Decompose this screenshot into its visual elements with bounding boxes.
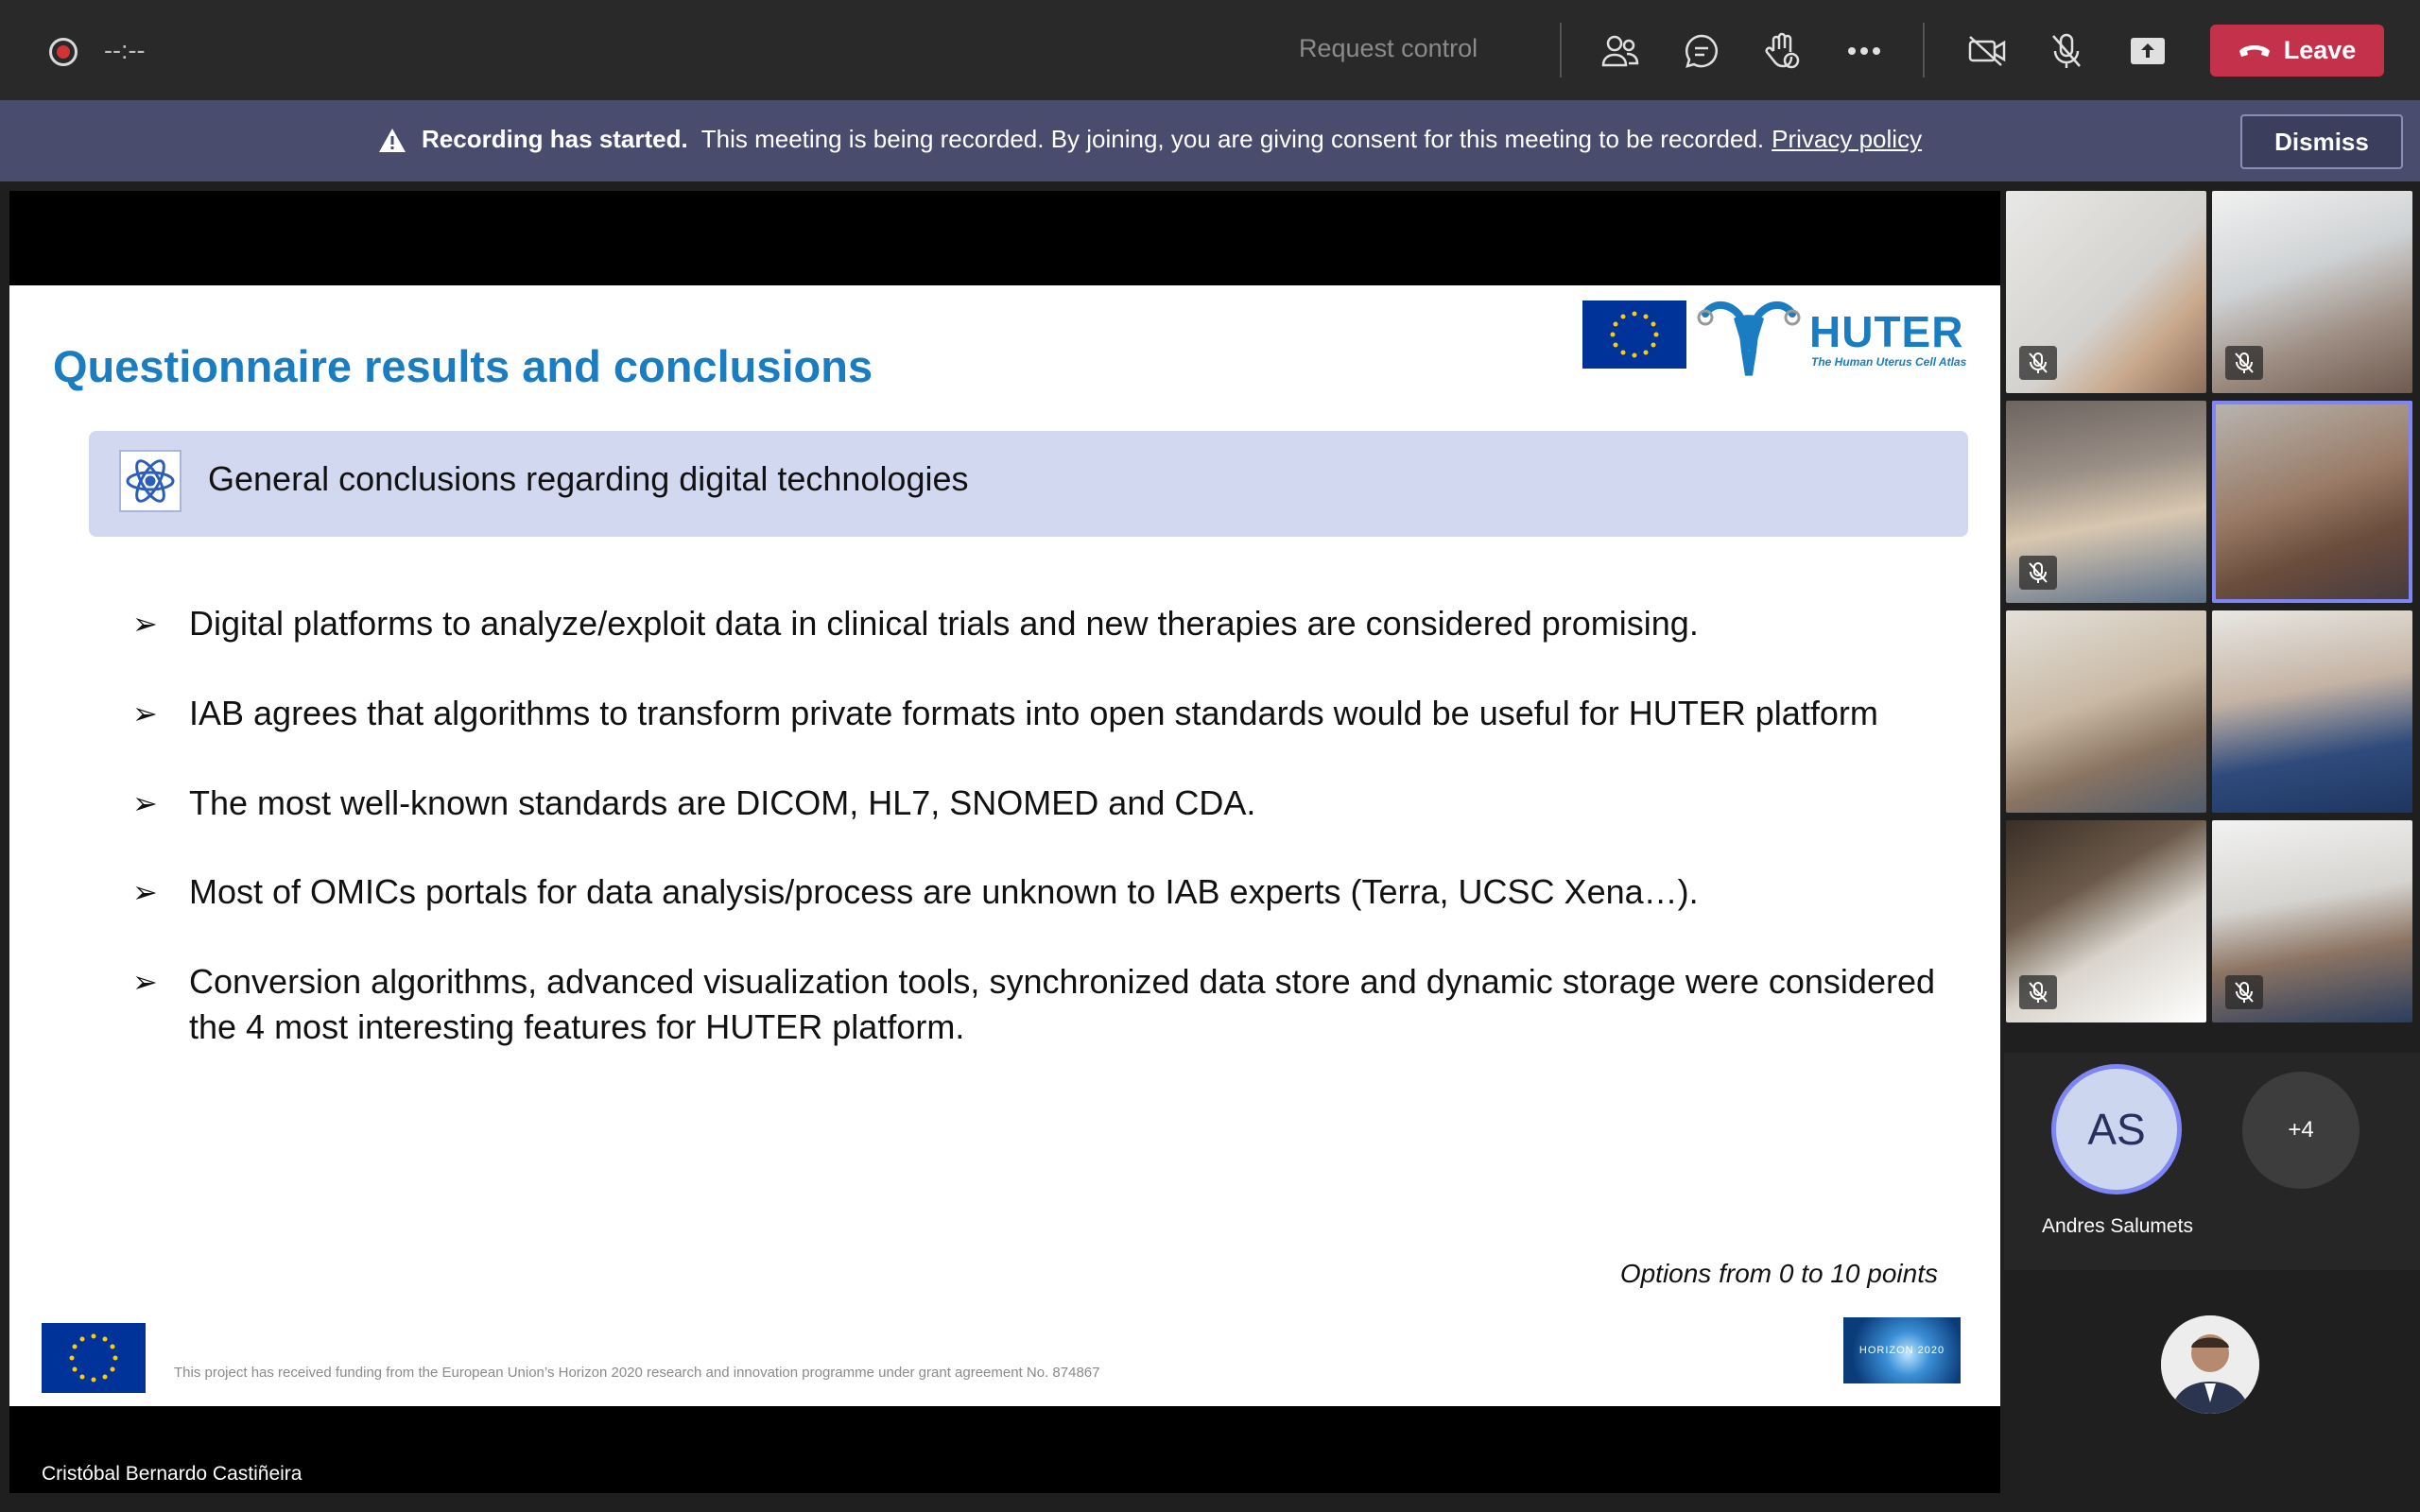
arrow-bullet-icon: ➢ [132,696,158,730]
huter-logo-subtitle: The Human Uterus Cell Atlas [1811,355,1967,369]
participant-video-tile[interactable] [2212,191,2412,393]
warning-icon [378,127,406,153]
toolbar-divider [1560,23,1562,77]
banner-title: Recording has started. [422,125,688,153]
active-speaker-video-tile[interactable] [2212,401,2412,603]
bullet-text: Conversion algorithms, advanced visualization tools, synchronized data store and dynamic storage were considered the 4 most interesting features for HUTER platform. [189,962,1936,1046]
participant-video-tile[interactable] [2212,820,2412,1022]
meeting-timer: --:-- [104,36,146,64]
bullet-text: Most of OMICs portals for data analysis/process are unknown to IAB experts (Terra, UCSC Xena…). [189,872,1699,911]
self-view [2004,1270,2420,1512]
shared-screen [9,191,2000,1493]
uterus-icon [1696,295,1802,380]
avatar[interactable] [2051,1064,2182,1194]
chat-icon[interactable] [1679,28,1724,74]
muted-icon [2019,556,2057,590]
participant-video-tile[interactable] [2006,401,2206,603]
request-control-button[interactable]: Request control [1299,34,1478,62]
section-header [89,431,1968,537]
recording-indicator-icon [49,38,78,66]
bullet-text: IAB agrees that algorithms to transform private formats into open standards would be useful for HUTER platform [189,694,1878,732]
avatar[interactable] [2161,1315,2259,1414]
privacy-policy-link[interactable]: Privacy policy [1772,125,1923,153]
arrow-bullet-icon: ➢ [132,786,158,820]
participant-video-tile[interactable] [2006,610,2206,813]
hang-up-icon [2238,43,2271,59]
horizon-2020-logo: HORIZON 2020 [1843,1317,1961,1383]
funding-notice: This project has received funding from the European Union’s Horizon 2020 research and innovation programme under grant agreement No. 874867 [174,1365,1100,1381]
more-icon[interactable] [1841,28,1887,74]
participant-video-tile[interactable] [2006,820,2206,1022]
participant-gallery [2004,181,2420,1512]
muted-icon [2019,975,2057,1009]
dismiss-button[interactable]: Dismiss [2240,114,2403,169]
eu-flag-logo [1582,301,1686,369]
huter-logo-text: HUTER [1809,307,1964,356]
more-participants-button[interactable]: +4 [2242,1072,2360,1189]
options-note: Options from 0 to 10 points [1619,1259,1938,1288]
slide-title: Questionnaire results and conclusions [53,341,873,391]
raise-hand-icon[interactable] [1760,28,1806,74]
shared-content-stage [0,181,2004,1512]
muted-icon [2019,346,2057,380]
bullet-text: Digital platforms to analyze/exploit data in clinical trials and new therapies are considered promising. [189,604,1699,643]
avatar-initials: AS [2087,1105,2146,1154]
participant-video-tile[interactable] [2212,610,2412,813]
participant-video-tile[interactable] [2006,191,2206,393]
people-icon[interactable] [1598,28,1643,74]
muted-icon [2225,975,2263,1009]
arrow-bullet-icon: ➢ [132,607,158,641]
leave-label: Leave [2283,36,2357,64]
section-title: General conclusions regarding digital technologies [208,459,969,498]
muted-icon [2225,346,2263,380]
huter-logo [1696,295,1970,380]
arrow-bullet-icon: ➢ [132,965,158,999]
meeting-toolbar [0,0,2420,100]
share-icon[interactable] [2125,28,2170,74]
participant-name: Andres Salumets [2042,1215,2193,1237]
mic-off-icon[interactable] [2044,28,2089,74]
bullet-text: The most well-known standards are DICOM, HL7, SNOMED and CDA. [189,783,1256,822]
camera-off-icon[interactable] [1964,28,2010,74]
presenter-name-label: Cristóbal Bernardo Castiñeira [42,1463,302,1485]
arrow-bullet-icon: ➢ [132,875,158,909]
banner-message: This meeting is being recorded. By joining, you are giving consent for this meeting to be recorded. [700,125,1765,153]
toolbar-divider [1923,23,1925,77]
leave-button[interactable] [2210,25,2384,77]
atom-icon [119,450,182,512]
participant-roster [2004,1053,2420,1270]
presentation-slide [9,285,2000,1406]
recording-banner [0,100,2420,181]
eu-flag-logo [42,1323,146,1393]
